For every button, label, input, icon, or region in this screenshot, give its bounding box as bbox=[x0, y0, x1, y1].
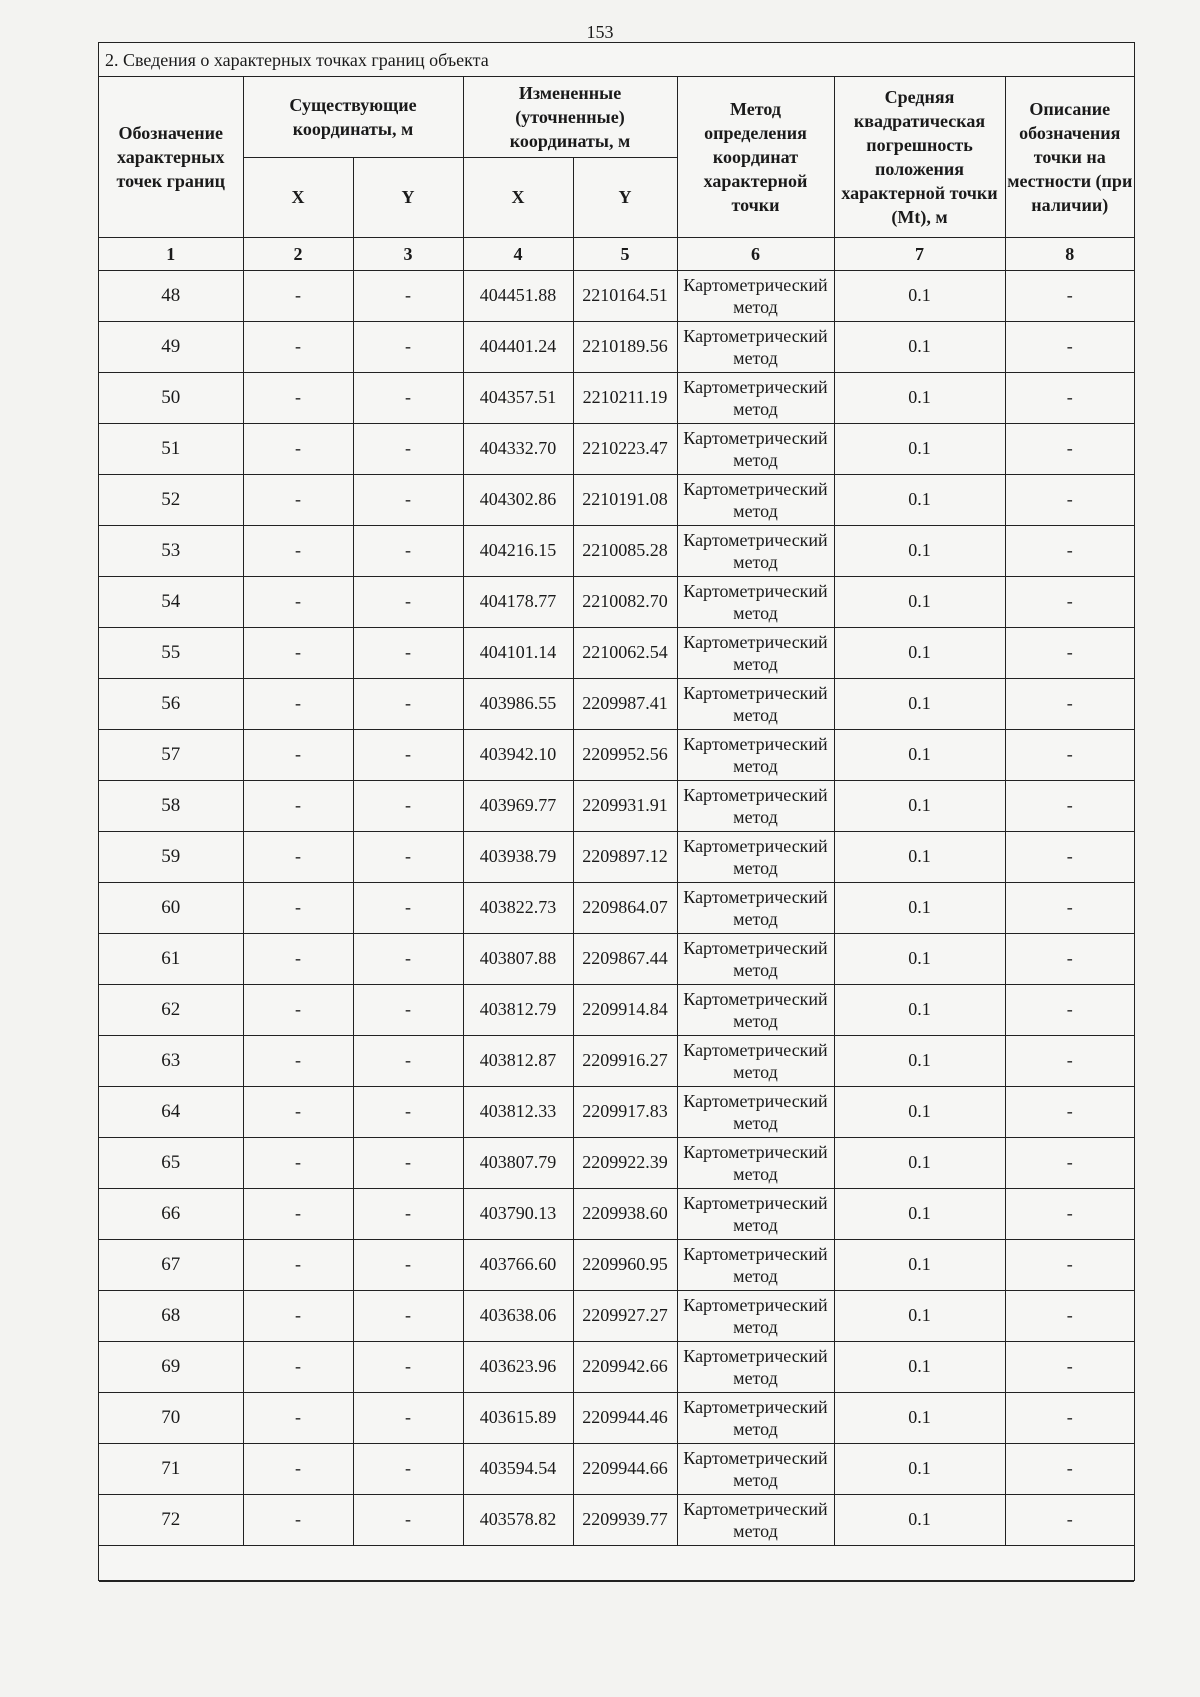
table-row bbox=[99, 372, 1134, 423]
point-description: - bbox=[1005, 678, 1134, 729]
header-changed-x: X bbox=[463, 157, 573, 237]
point-designation: 53 bbox=[99, 525, 243, 576]
existing-y: - bbox=[353, 474, 463, 525]
table-row bbox=[99, 1188, 1134, 1239]
table-row bbox=[99, 627, 1134, 678]
existing-y: - bbox=[353, 423, 463, 474]
method: Картометрический метод bbox=[677, 576, 834, 627]
point-designation: 65 bbox=[99, 1137, 243, 1188]
point-description: - bbox=[1005, 474, 1134, 525]
existing-y: - bbox=[353, 1137, 463, 1188]
existing-y: - bbox=[353, 1392, 463, 1443]
changed-x: 403986.55 bbox=[463, 678, 573, 729]
table-row bbox=[99, 1239, 1134, 1290]
existing-x: - bbox=[243, 933, 353, 984]
method: Картометрический метод bbox=[677, 1137, 834, 1188]
method: Картометрический метод bbox=[677, 1086, 834, 1137]
point-designation: 72 bbox=[99, 1494, 243, 1545]
changed-y: 2209914.84 bbox=[573, 984, 677, 1035]
changed-x: 404357.51 bbox=[463, 372, 573, 423]
table-row bbox=[99, 729, 1134, 780]
column-numbers-row bbox=[99, 237, 1134, 270]
column-number: 6 bbox=[677, 237, 834, 270]
table-row bbox=[99, 423, 1134, 474]
table-row bbox=[99, 1341, 1134, 1392]
existing-x: - bbox=[243, 780, 353, 831]
existing-y: - bbox=[353, 984, 463, 1035]
changed-y: 2210223.47 bbox=[573, 423, 677, 474]
existing-y: - bbox=[353, 1341, 463, 1392]
table-row bbox=[99, 1086, 1134, 1137]
existing-x: - bbox=[243, 1443, 353, 1494]
point-designation: 56 bbox=[99, 678, 243, 729]
method: Картометрический метод bbox=[677, 270, 834, 321]
changed-y: 2209864.07 bbox=[573, 882, 677, 933]
method: Картометрический метод bbox=[677, 372, 834, 423]
header-mean-square-error: Средняя квадратическая погрешность положения характерной точки (Mt), м bbox=[834, 77, 1005, 237]
mean-square-error: 0.1 bbox=[834, 729, 1005, 780]
mean-square-error: 0.1 bbox=[834, 1494, 1005, 1545]
existing-y: - bbox=[353, 882, 463, 933]
mean-square-error: 0.1 bbox=[834, 270, 1005, 321]
existing-y: - bbox=[353, 270, 463, 321]
changed-x: 404101.14 bbox=[463, 627, 573, 678]
header-designation: Обозначение характерных точек границ bbox=[99, 77, 243, 237]
point-description: - bbox=[1005, 882, 1134, 933]
point-description: - bbox=[1005, 780, 1134, 831]
table-row bbox=[99, 1290, 1134, 1341]
point-designation: 60 bbox=[99, 882, 243, 933]
table-row bbox=[99, 933, 1134, 984]
method: Картометрический метод bbox=[677, 984, 834, 1035]
blank-row bbox=[99, 1545, 1134, 1581]
method: Картометрический метод bbox=[677, 423, 834, 474]
changed-x: 403807.79 bbox=[463, 1137, 573, 1188]
mean-square-error: 0.1 bbox=[834, 627, 1005, 678]
changed-y: 2209960.95 bbox=[573, 1239, 677, 1290]
mean-square-error: 0.1 bbox=[834, 1035, 1005, 1086]
changed-y: 2209927.27 bbox=[573, 1290, 677, 1341]
existing-x: - bbox=[243, 1035, 353, 1086]
point-designation: 62 bbox=[99, 984, 243, 1035]
existing-x: - bbox=[243, 474, 353, 525]
point-description: - bbox=[1005, 729, 1134, 780]
point-designation: 51 bbox=[99, 423, 243, 474]
existing-x: - bbox=[243, 525, 353, 576]
mean-square-error: 0.1 bbox=[834, 1290, 1005, 1341]
mean-square-error: 0.1 bbox=[834, 1188, 1005, 1239]
point-description: - bbox=[1005, 1341, 1134, 1392]
method: Картометрический метод bbox=[677, 1188, 834, 1239]
point-designation: 58 bbox=[99, 780, 243, 831]
changed-y: 2209916.27 bbox=[573, 1035, 677, 1086]
changed-y: 2210189.56 bbox=[573, 321, 677, 372]
point-description: - bbox=[1005, 321, 1134, 372]
existing-x: - bbox=[243, 321, 353, 372]
header-changed-coordinates: Измененные (уточненные) координаты, м bbox=[463, 77, 677, 157]
changed-x: 404401.24 bbox=[463, 321, 573, 372]
mean-square-error: 0.1 bbox=[834, 1137, 1005, 1188]
point-designation: 52 bbox=[99, 474, 243, 525]
point-description: - bbox=[1005, 525, 1134, 576]
existing-y: - bbox=[353, 627, 463, 678]
method: Картометрический метод bbox=[677, 780, 834, 831]
existing-x: - bbox=[243, 1137, 353, 1188]
header-existing-x: X bbox=[243, 157, 353, 237]
point-description: - bbox=[1005, 1239, 1134, 1290]
existing-y: - bbox=[353, 1290, 463, 1341]
method: Картометрический метод bbox=[677, 1035, 834, 1086]
point-designation: 57 bbox=[99, 729, 243, 780]
changed-y: 2209867.44 bbox=[573, 933, 677, 984]
changed-y: 2209939.77 bbox=[573, 1494, 677, 1545]
changed-y: 2209952.56 bbox=[573, 729, 677, 780]
method: Картометрический метод bbox=[677, 1239, 834, 1290]
point-description: - bbox=[1005, 1443, 1134, 1494]
point-description: - bbox=[1005, 984, 1134, 1035]
existing-y: - bbox=[353, 525, 463, 576]
changed-y: 2210085.28 bbox=[573, 525, 677, 576]
existing-y: - bbox=[353, 576, 463, 627]
point-designation: 50 bbox=[99, 372, 243, 423]
method: Картометрический метод bbox=[677, 474, 834, 525]
changed-y: 2210164.51 bbox=[573, 270, 677, 321]
changed-y: 2209931.91 bbox=[573, 780, 677, 831]
column-number: 3 bbox=[353, 237, 463, 270]
point-designation: 61 bbox=[99, 933, 243, 984]
existing-y: - bbox=[353, 933, 463, 984]
mean-square-error: 0.1 bbox=[834, 933, 1005, 984]
table-row bbox=[99, 1035, 1134, 1086]
point-designation: 68 bbox=[99, 1290, 243, 1341]
existing-x: - bbox=[243, 1290, 353, 1341]
section-title: 2. Сведения о характерных точках границ объекта bbox=[99, 43, 1134, 77]
boundary-points-sheet bbox=[98, 42, 1135, 1581]
method: Картометрический метод bbox=[677, 831, 834, 882]
existing-x: - bbox=[243, 1392, 353, 1443]
header-existing-y: Y bbox=[353, 157, 463, 237]
changed-y: 2209897.12 bbox=[573, 831, 677, 882]
method: Картометрический метод bbox=[677, 1341, 834, 1392]
existing-y: - bbox=[353, 1494, 463, 1545]
existing-x: - bbox=[243, 270, 353, 321]
existing-y: - bbox=[353, 678, 463, 729]
method: Картометрический метод bbox=[677, 882, 834, 933]
method: Картометрический метод bbox=[677, 525, 834, 576]
changed-x: 403615.89 bbox=[463, 1392, 573, 1443]
method: Картометрический метод bbox=[677, 729, 834, 780]
point-designation: 48 bbox=[99, 270, 243, 321]
existing-y: - bbox=[353, 831, 463, 882]
existing-x: - bbox=[243, 678, 353, 729]
changed-y: 2209938.60 bbox=[573, 1188, 677, 1239]
method: Картометрический метод bbox=[677, 1392, 834, 1443]
point-description: - bbox=[1005, 1392, 1134, 1443]
method: Картометрический метод bbox=[677, 678, 834, 729]
table-row bbox=[99, 1137, 1134, 1188]
changed-x: 403638.06 bbox=[463, 1290, 573, 1341]
existing-y: - bbox=[353, 780, 463, 831]
table-row bbox=[99, 576, 1134, 627]
existing-x: - bbox=[243, 729, 353, 780]
table-row bbox=[99, 321, 1134, 372]
point-designation: 49 bbox=[99, 321, 243, 372]
existing-y: - bbox=[353, 1086, 463, 1137]
existing-y: - bbox=[353, 1035, 463, 1086]
header-method: Метод определения координат характерной точки bbox=[677, 77, 834, 237]
table-row bbox=[99, 831, 1134, 882]
table-row bbox=[99, 780, 1134, 831]
mean-square-error: 0.1 bbox=[834, 1239, 1005, 1290]
column-number: 1 bbox=[99, 237, 243, 270]
existing-x: - bbox=[243, 627, 353, 678]
mean-square-error: 0.1 bbox=[834, 1443, 1005, 1494]
method: Картометрический метод bbox=[677, 933, 834, 984]
mean-square-error: 0.1 bbox=[834, 678, 1005, 729]
mean-square-error: 0.1 bbox=[834, 984, 1005, 1035]
existing-y: - bbox=[353, 1188, 463, 1239]
changed-y: 2209917.83 bbox=[573, 1086, 677, 1137]
header-existing-coordinates: Существующие координаты, м bbox=[243, 77, 463, 157]
changed-x: 403938.79 bbox=[463, 831, 573, 882]
header-changed-y: Y bbox=[573, 157, 677, 237]
method: Картометрический метод bbox=[677, 627, 834, 678]
table-row bbox=[99, 1494, 1134, 1545]
point-designation: 67 bbox=[99, 1239, 243, 1290]
existing-x: - bbox=[243, 1494, 353, 1545]
point-description: - bbox=[1005, 270, 1134, 321]
mean-square-error: 0.1 bbox=[834, 1392, 1005, 1443]
point-description: - bbox=[1005, 1290, 1134, 1341]
changed-x: 403807.88 bbox=[463, 933, 573, 984]
point-designation: 64 bbox=[99, 1086, 243, 1137]
point-description: - bbox=[1005, 372, 1134, 423]
mean-square-error: 0.1 bbox=[834, 321, 1005, 372]
existing-x: - bbox=[243, 1341, 353, 1392]
point-designation: 66 bbox=[99, 1188, 243, 1239]
column-number: 5 bbox=[573, 237, 677, 270]
changed-y: 2210211.19 bbox=[573, 372, 677, 423]
changed-x: 404302.86 bbox=[463, 474, 573, 525]
changed-x: 404332.70 bbox=[463, 423, 573, 474]
table-row bbox=[99, 1443, 1134, 1494]
changed-y: 2210062.54 bbox=[573, 627, 677, 678]
existing-x: - bbox=[243, 1188, 353, 1239]
mean-square-error: 0.1 bbox=[834, 474, 1005, 525]
point-designation: 55 bbox=[99, 627, 243, 678]
existing-y: - bbox=[353, 1239, 463, 1290]
mean-square-error: 0.1 bbox=[834, 882, 1005, 933]
point-description: - bbox=[1005, 1137, 1134, 1188]
mean-square-error: 0.1 bbox=[834, 1086, 1005, 1137]
point-designation: 54 bbox=[99, 576, 243, 627]
table-row bbox=[99, 984, 1134, 1035]
boundary-points-table bbox=[99, 77, 1134, 1582]
changed-y: 2210082.70 bbox=[573, 576, 677, 627]
existing-x: - bbox=[243, 423, 353, 474]
changed-y: 2209944.46 bbox=[573, 1392, 677, 1443]
point-designation: 63 bbox=[99, 1035, 243, 1086]
changed-x: 404216.15 bbox=[463, 525, 573, 576]
table-row bbox=[99, 1392, 1134, 1443]
changed-y: 2209944.66 bbox=[573, 1443, 677, 1494]
changed-x: 403942.10 bbox=[463, 729, 573, 780]
changed-y: 2209922.39 bbox=[573, 1137, 677, 1188]
existing-y: - bbox=[353, 1443, 463, 1494]
method: Картометрический метод bbox=[677, 321, 834, 372]
changed-y: 2210191.08 bbox=[573, 474, 677, 525]
column-number: 7 bbox=[834, 237, 1005, 270]
method: Картометрический метод bbox=[677, 1494, 834, 1545]
point-description: - bbox=[1005, 1035, 1134, 1086]
point-description: - bbox=[1005, 1494, 1134, 1545]
column-number: 4 bbox=[463, 237, 573, 270]
changed-x: 403594.54 bbox=[463, 1443, 573, 1494]
changed-x: 403812.87 bbox=[463, 1035, 573, 1086]
table-row bbox=[99, 474, 1134, 525]
column-number: 2 bbox=[243, 237, 353, 270]
table-row bbox=[99, 678, 1134, 729]
changed-x: 403812.79 bbox=[463, 984, 573, 1035]
existing-y: - bbox=[353, 372, 463, 423]
changed-x: 403812.33 bbox=[463, 1086, 573, 1137]
existing-y: - bbox=[353, 321, 463, 372]
existing-x: - bbox=[243, 831, 353, 882]
mean-square-error: 0.1 bbox=[834, 525, 1005, 576]
point-description: - bbox=[1005, 1086, 1134, 1137]
changed-x: 403790.13 bbox=[463, 1188, 573, 1239]
mean-square-error: 0.1 bbox=[834, 423, 1005, 474]
point-description: - bbox=[1005, 576, 1134, 627]
changed-x: 403822.73 bbox=[463, 882, 573, 933]
mean-square-error: 0.1 bbox=[834, 1341, 1005, 1392]
header-description: Описание обозначения точки на местности (при наличии) bbox=[1005, 77, 1134, 237]
point-description: - bbox=[1005, 627, 1134, 678]
column-number: 8 bbox=[1005, 237, 1134, 270]
changed-x: 403623.96 bbox=[463, 1341, 573, 1392]
point-description: - bbox=[1005, 1188, 1134, 1239]
mean-square-error: 0.1 bbox=[834, 780, 1005, 831]
method: Картометрический метод bbox=[677, 1443, 834, 1494]
existing-x: - bbox=[243, 372, 353, 423]
changed-x: 404451.88 bbox=[463, 270, 573, 321]
point-designation: 69 bbox=[99, 1341, 243, 1392]
mean-square-error: 0.1 bbox=[834, 576, 1005, 627]
existing-x: - bbox=[243, 1086, 353, 1137]
point-description: - bbox=[1005, 933, 1134, 984]
existing-x: - bbox=[243, 576, 353, 627]
changed-x: 403578.82 bbox=[463, 1494, 573, 1545]
changed-x: 404178.77 bbox=[463, 576, 573, 627]
point-designation: 59 bbox=[99, 831, 243, 882]
method: Картометрический метод bbox=[677, 1290, 834, 1341]
point-description: - bbox=[1005, 831, 1134, 882]
changed-y: 2209987.41 bbox=[573, 678, 677, 729]
changed-x: 403969.77 bbox=[463, 780, 573, 831]
blank-cell bbox=[99, 1545, 1134, 1581]
mean-square-error: 0.1 bbox=[834, 372, 1005, 423]
table-row bbox=[99, 525, 1134, 576]
point-designation: 71 bbox=[99, 1443, 243, 1494]
existing-x: - bbox=[243, 984, 353, 1035]
existing-y: - bbox=[353, 729, 463, 780]
table-row bbox=[99, 882, 1134, 933]
table-row bbox=[99, 270, 1134, 321]
point-description: - bbox=[1005, 423, 1134, 474]
mean-square-error: 0.1 bbox=[834, 831, 1005, 882]
point-designation: 70 bbox=[99, 1392, 243, 1443]
changed-x: 403766.60 bbox=[463, 1239, 573, 1290]
changed-y: 2209942.66 bbox=[573, 1341, 677, 1392]
existing-x: - bbox=[243, 1239, 353, 1290]
existing-x: - bbox=[243, 882, 353, 933]
page-number: 153 bbox=[586, 22, 614, 42]
